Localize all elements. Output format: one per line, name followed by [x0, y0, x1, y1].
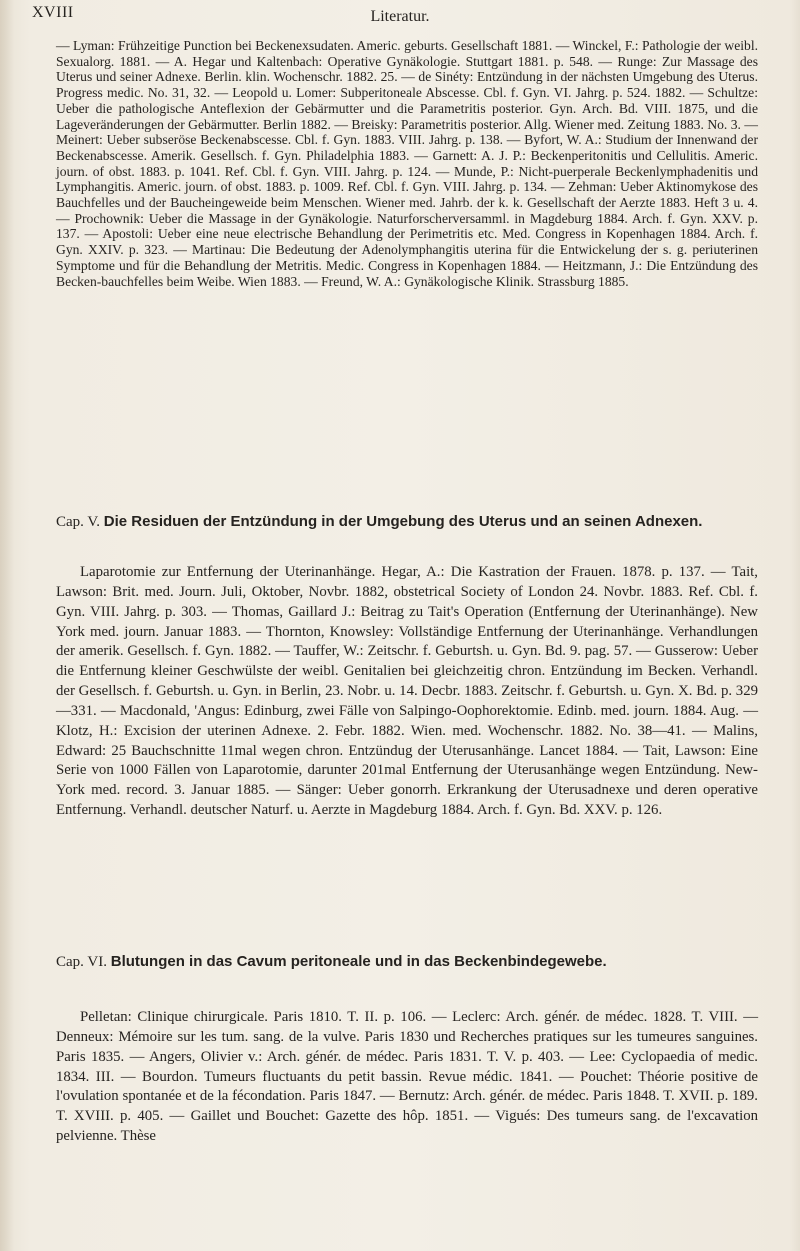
chapter-5-title: Die Residuen der Entzündung in der Umgebung des Uterus und an seinen Adnexen.: [103, 513, 703, 530]
bibliography-continuation: [56, 38, 758, 289]
chapter-5-heading: [56, 512, 758, 532]
chapter-6-number: Cap. VI.: [56, 954, 107, 970]
intro-paragraph: — Lyman: Frühzeitige Punction bei Beckenexsudaten. Americ. geburts. Gesellschaft 1881. — Winckel, F.: Pathologie der weibl. Sexualorg. 1881. — A. Hegar und Kaltenbach: Operative Gynäkologie. Stuttgart 1881. p. 548. — Runge: Zur Massage des Uterus und seiner Adnexe. Berlin. klin. Wochenschr. 1882. 25. — de Sinéty: Entzündung in der nächsten Umgebung des Uterus. Progress medic. No. 31, 32. — Leopold u. Lomer: Subperitoneale Abscesse. Cbl. f. Gyn. VI. Jahrg. p. 524. 1882. — Schultze: Ueber die pathologische Anteflexion der Gebärmutter und die Parametritis posterior. Gyn. Arch. Bd. VIII. 1875, und die Lageveränderungen der Gebärmutter. Berlin 1882. — Breisky: Parametritis posterior. Allg. Wiener med. Zeitung 1883. No. 3. — Meinert: Ueber subseröse Beckenabscesse. Cbl. f. Gyn. 1883. VIII. Jahrg. p. 138. — Byfort, W. A.: Studium der Innenwand der Beckenabscesse. Amerik. Gesellsch. f. Gyn. Philadelphia 1883. — Garnett: A. J. P.: Beckenperitonitis und Cellulitis. Americ. journ. of obst. 1883. p. 1041. Ref. Cbl. f. Gyn. VIII. Jahrg. p. 124. — Munde, P.: Nicht-puerperale Beckenlymphadenitis und Lymphangitis. Americ. journ. of obst. 1883. p. 1009. Ref. Cbl. f. Gyn. VIII. Jahrg. p. 134. — Zehman: Ueber Aktinomykose des Bauchfelles und der Baucheingeweide beim Menschen. Wiener med. Jahrb. der k. k. Gesellschaft der Aerzte 1883. Heft 3 u. 4. — Prochownik: Ueber die Massage in der Gynäkologie. Naturforscherversamml. in Magdeburg 1884. Arch. f. Gyn. XXV. p. 137. — Apostoli: Ueber eine neue electrische Behandlung der Perimetritis etc. Med. Congress in Kopenhagen 1884. Arch. f. Gyn. XXIV. p. 323. — Martinau: Die Bedeutung der Adenolymphangitis uterina für die Entwickelung der s. g. periuterinen Symptome und für die Behandlung der Metritis. Medic. Congress in Kopenhagen 1884. — Heitzmann, J.: Die Entzündung des Becken-bauchfelles beim Weibe. Wien 1883. — Freund, W. A.: Gynäkologische Klinik. Strassburg 1885.: [56, 38, 758, 289]
chapter-5-bibliography: [56, 563, 758, 821]
binding-shadow: [0, 0, 14, 1251]
page-number: XVIII: [32, 4, 74, 21]
running-title: Literatur.: [370, 8, 430, 25]
chapter-6-paragraph: Pelletan: Clinique chirurgicale. Paris 1810. T. II. p. 106. — Leclerc: Arch. génér. de médec. 1828. T. VIII. — Denneux: Mémoire sur les tum. sang. de la vulve. Paris 1830 und Recherches pratiques sur les tumeures sanguines. Paris 1835. — Angers, Olivier v.: Arch. génér. de médec. Paris 1831. T. V. p. 403. — Lee: Cyclopaedia of medic. 1834. III. — Bourdon. Tumeurs fluctuants du petit bassin. Revue médic. 1841. — Pouchet: Théorie positive de l'ovulation spontanée et de la fécondation. Paris 1847. — Bernutz: Arch. génér. de médec. Paris 1848. T. XVII. p. 189. T. XVIII. p. 405. — Gaillet und Bouchet: Gazette des hôp. 1851. — Vigués: Des tumeurs sang. de l'excavation pelvienne. Thèse: [56, 1009, 758, 1145]
chapter-6-title: Blutungen in das Cavum peritoneale und in das Beckenbindegewebe.: [110, 953, 607, 970]
chapter-6-bibliography: [56, 1008, 758, 1147]
chapter-5-number: Cap. V.: [56, 514, 101, 530]
chapter-5-paragraph: Laparotomie zur Entfernung der Uterinanhänge. Hegar, A.: Die Kastration der Frauen. 1878. p. 137. — Tait, Lawson: Brit. med. Journ. Juli, Oktober, Novbr. 1882, obstetrical Society of London 24. Novbr. 1883. Ref. Cbl. f. Gyn. VIII. Jahrg. p. 303. — Thomas, Gaillard J.: Beitrag zu Tait's Operation (Entfernung der Uterinanhänge). New York med. journ. Januar 1883. — Thornton, Knowsley: Vollständige Entfernung der Uterinanhänge. Verhandlungen der amerik. Gesellsch. f. Gyn. 1882. — Tauffer, W.: Zeitschr. f. Geburtsh. u. Gyn. Bd. 9. pag. 57. — Gusserow: Ueber die Entfernung kleiner Geschwülste der weibl. Genitalien bei gleichzeitig chron. Entzündung im Becken. Verhandl. der Gesellsch. f. Geburtsh. u. Gyn. in Berlin, 23. Nobr. u. 14. Decbr. 1883. Zeitschr. f. Geburtsh. u. Gyn. X. Bd. p. 329—331. — Macdonald, 'Angus: Edinburg, zwei Fälle von Salpingo-Oophorektomie. Edinb. med. journ. 1884. Aug. — Klotz, H.: Excision der uterinen Adnexe. 2. Febr. 1882. Wien. med. Wochenschr. 1882. No. 38—41. — Malins, Edward: 25 Bauchschnitte 11mal wegen chron. Entzündug der Uterusanhänge. Lancet 1884. — Tait, Lawson: Eine Serie von 1000 Fällen von Laparotomie, darunter 201mal Entfernung der Uterusanhänge wegen Entzündung. New-York med. record. 3. Januar 1885. — Sänger: Ueber gonorrh. Erkrankung der Uterusadnexe und deren operative Entfernung. Verhandl. deutscher Naturf. u. Aerzte in Magdeburg 1884. Arch. f. Gyn. Bd. XXV. p. 126.: [56, 564, 758, 819]
chapter-6-heading: [56, 952, 758, 972]
